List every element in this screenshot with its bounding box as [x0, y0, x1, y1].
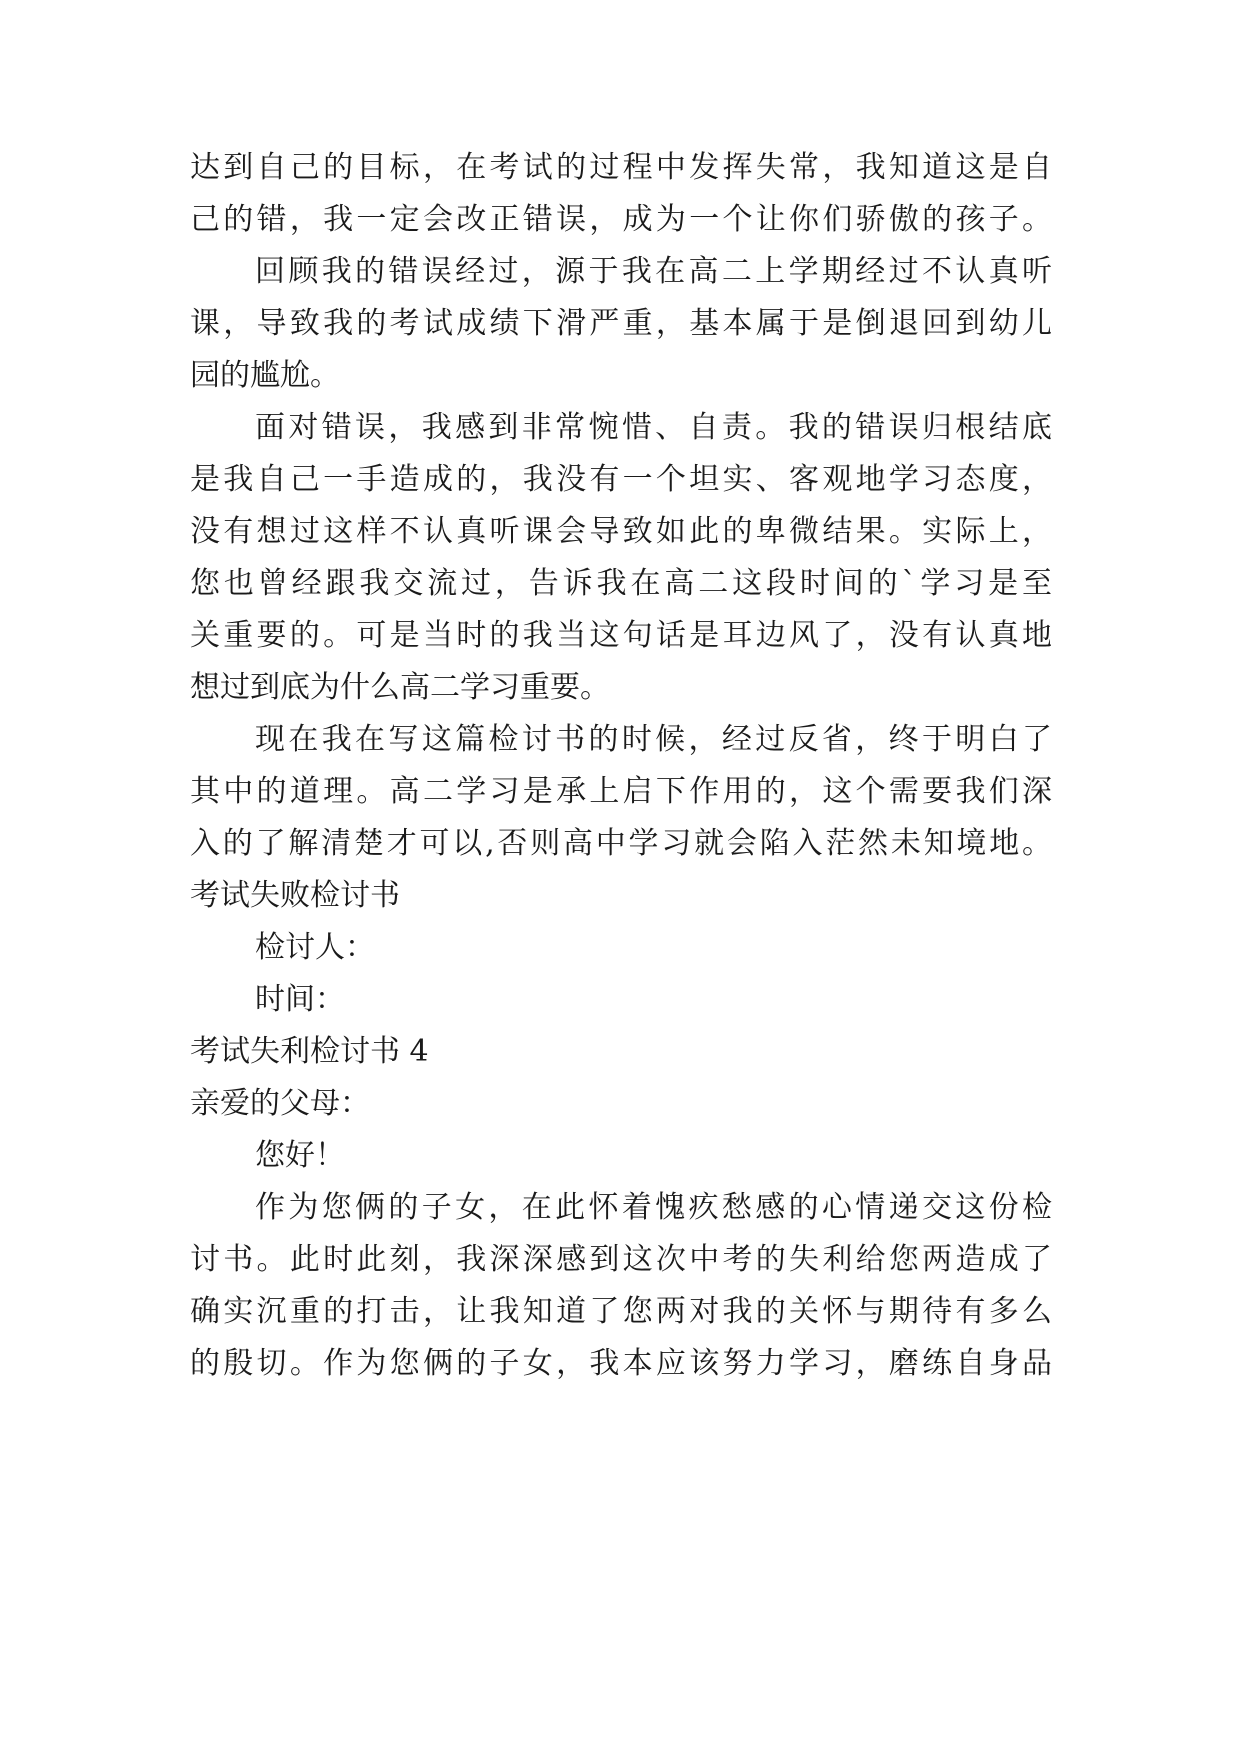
paragraph-first-line: 回顾我的错误经过，源于我在高二上学期经过不认真听: [255, 254, 1052, 289]
text-line: 己的错，我一定会改正错误，成为一个让你们骄傲的孩子。: [190, 202, 1052, 237]
text-line: 其中的道理。高二学习是承上启下作用的，这个需要我们深: [190, 774, 1052, 809]
text-line: 没有想过这样不认真听课会导致如此的卑微结果。实际上，: [190, 514, 1052, 549]
paragraph-first-line: 作为您俩的子女，在此怀着愧疚愁感的心情递交这份检: [255, 1190, 1052, 1225]
text-line: 确实沉重的打击，让我知道了您两对我的关怀与期待有多么: [190, 1294, 1052, 1329]
reviewer-label: 检讨人：: [255, 930, 375, 965]
date-label: 时间：: [255, 982, 345, 1017]
text-line: 讨书。此时此刻，我深深感到这次中考的失利给您两造成了: [190, 1242, 1052, 1277]
text-line: 是我自己一手造成的，我没有一个坦实、客观地学习态度，: [190, 462, 1052, 497]
paragraph-first-line: 面对错误，我感到非常惋惜、自责。我的错误归根结底: [255, 410, 1052, 445]
paragraph-first-line: 现在我在写这篇检讨书的时候，经过反省，终于明白了: [255, 722, 1052, 757]
greeting: 您好！: [255, 1138, 345, 1173]
text-line: 课，导致我的考试成绩下滑严重，基本属于是倒退回到幼儿: [190, 306, 1052, 341]
text-line: 园的尴尬。: [190, 358, 340, 393]
section-title: 考试失败检讨书: [190, 878, 400, 913]
text-line: 的殷切。作为您俩的子女，我本应该努力学习，磨练自身品: [190, 1346, 1052, 1381]
salutation: 亲爱的父母：: [190, 1086, 370, 1121]
text-line: 入的了解清楚才可以,否则高中学习就会陷入茫然未知境地。: [190, 826, 1052, 861]
section-title: 考试失利检讨书 4: [190, 1034, 429, 1069]
text-line: 关重要的。可是当时的我当这句话是耳边风了，没有认真地: [190, 618, 1052, 653]
text-line: 想过到底为什么高二学习重要。: [190, 670, 610, 705]
text-line: 达到自己的目标，在考试的过程中发挥失常，我知道这是自: [190, 150, 1052, 185]
text-line: 您也曾经跟我交流过，告诉我在高二这段时间的`学习是至: [190, 566, 1052, 601]
